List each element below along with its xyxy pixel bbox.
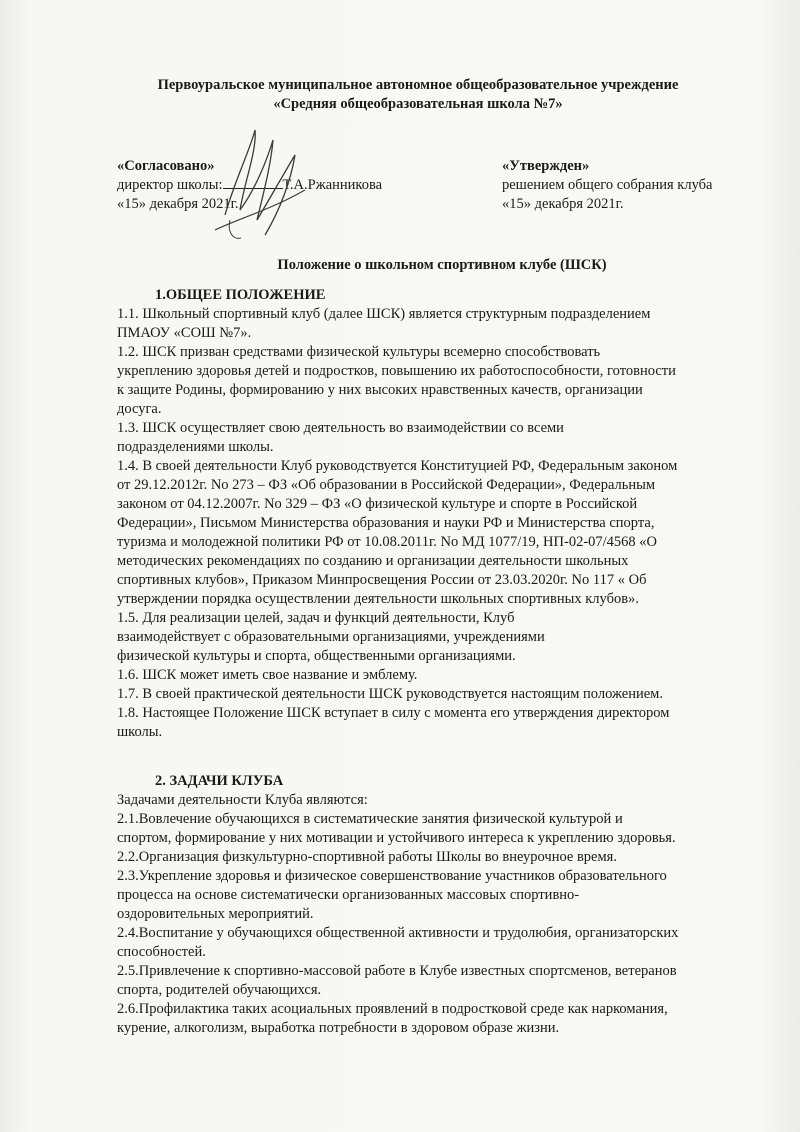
paragraph-line: утверждении порядка осуществлении деятельности школьных спортивных клубов».	[117, 591, 639, 607]
paragraph-line: физической культуры и спорта, общественными организациями.	[117, 648, 516, 664]
paragraph-line: 2.5.Привлечение к спортивно-массовой работе в Клубе известных спортсменов, ветеранов	[117, 963, 677, 979]
institution-name-line1: Первоуральское муниципальное автономное общеобразовательное учреждение	[157, 77, 679, 93]
institution-header	[0, 76, 800, 114]
section-1-heading: 1.ОБЩЕЕ ПОЛОЖЕНИЕ	[155, 287, 326, 303]
section-2-content	[117, 791, 747, 1038]
paragraph-line: способностей.	[117, 944, 206, 960]
paragraph-line: укреплению здоровья детей и подростков, повышению их работоспособности, готовности	[117, 363, 676, 379]
approved-date: «15» декабря 2021г.	[502, 196, 624, 212]
approved-title: «Утвержден»	[502, 158, 590, 174]
agreed-date: «15» декабря 2021г.	[117, 196, 239, 212]
paragraph-line: от 29.12.2012г. No 273 – ФЗ «Об образовании в Российской Федерации», Федеральным	[117, 477, 656, 493]
paragraph-line: Федерации», Письмом Министерства образования и науки РФ и Министерства спорта,	[117, 515, 655, 531]
section-1-content	[117, 305, 747, 742]
paragraph-line: 1.3. ШСК осуществляет свою деятельность во взаимодействии со всеми	[117, 420, 564, 436]
document-title: Положение о школьном спортивном клубе (ШСК)	[277, 257, 607, 273]
director-label: директор школы:	[117, 177, 223, 193]
approved-by: решением общего собрания клуба	[502, 177, 713, 193]
paragraph-line: 1.4. В своей деятельности Клуб руководствуется Конституцией РФ, Федеральным законом	[117, 458, 678, 474]
paragraph-line: процесса на основе систематически организованных массовых спортивно-	[117, 887, 580, 903]
paragraph-line: оздоровительных мероприятий.	[117, 906, 314, 922]
paragraph-line: 2.3.Укрепление здоровья и физическое совершенствование участников образовательного	[117, 868, 667, 884]
paragraph-line: подразделениями школы.	[117, 439, 274, 455]
paragraph-line: 2.4.Воспитание у обучающихся общественной активности и трудолюбия, организаторских	[117, 925, 679, 941]
paragraph-line: 2.2.Организация физкультурно-спортивной работы Школы во внеурочное время.	[117, 849, 617, 865]
paragraph-line: 1.8. Настоящее Положение ШСК вступает в силу с момента его утверждения директором	[117, 705, 670, 721]
paragraph-line: спортом, формирование у них мотивации и устойчивого интереса к укреплению здоровья.	[117, 830, 676, 846]
paragraph-line: 1.5. Для реализации целей, задач и функций деятельности, Клуб	[117, 610, 515, 626]
paragraph-line: 2.6.Профилактика таких асоциальных проявлений в подростковой среде как наркомания,	[117, 1001, 668, 1017]
section-spacer	[117, 742, 747, 772]
paragraph-line: методических рекомендациях по созданию и организации деятельности школьных	[117, 553, 629, 569]
agreed-title: «Согласовано»	[117, 158, 215, 174]
paragraph-line: досуга.	[117, 401, 162, 417]
paragraph-line: 1.7. В своей практической деятельности ШСК руководствуется настоящим положением.	[117, 686, 663, 702]
handwritten-signature	[205, 120, 315, 250]
paragraph-line: туризма и молодежной политики РФ от 10.08.2011г. No МД 1077/19, НП-02-07/4568 «О	[117, 534, 658, 550]
paragraph-line: 1.2. ШСК призван средствами физической культуры всемерно способствовать	[117, 344, 601, 360]
section-2-heading: 2. ЗАДАЧИ КЛУБА	[155, 773, 284, 789]
paragraph-line: школы.	[117, 724, 163, 740]
director-name: Т.А.Ржанникова	[282, 177, 383, 193]
paragraph-line: 1.1. Школьный спортивный клуб (далее ШСК) является структурным подразделением	[117, 306, 651, 322]
paragraph-line: спорта, родителей обучающихся.	[117, 982, 322, 998]
approval-approved-block	[502, 157, 712, 214]
paragraph-line: законом от 04.12.2007г. No 329 – ФЗ «О физической культуре и спорте в Российской	[117, 496, 638, 512]
paragraph-line: 1.6. ШСК может иметь свое название и эмблему.	[117, 667, 418, 683]
institution-name-line2: «Средняя общеобразовательная школа №7»	[273, 96, 563, 112]
paragraph-line: 2.1.Вовлечение обучающихся в систематические занятия физической культурой и	[117, 811, 623, 827]
paragraph-line: к защите Родины, формированию у них высоких нравственных качеств, организации	[117, 382, 643, 398]
paragraph-line: взаимодействует с образовательными организациями, учреждениями	[117, 629, 545, 645]
document-body	[117, 286, 747, 1038]
paragraph-line: ПМАОУ «СОШ №7».	[117, 325, 252, 341]
paragraph-line: Задачами деятельности Клуба являются:	[117, 792, 368, 808]
paragraph-line: спортивных клубов», Приказом Минпросвещения России от 23.03.2020г. No 117 « Об	[117, 572, 647, 588]
paragraph-line: курение, алкоголизм, выработка потребности в здоровом образе жизни.	[117, 1020, 560, 1036]
